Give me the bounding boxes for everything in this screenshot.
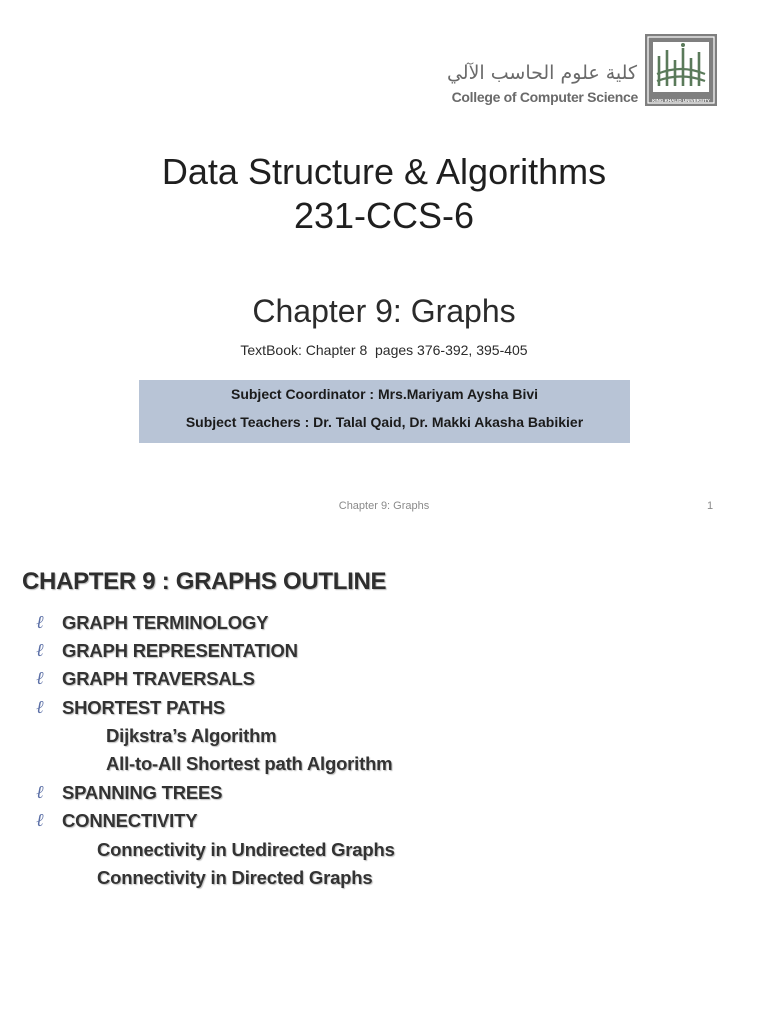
textbook-reference: TextBook: Chapter 8 pages 376-392, 395-405 [240,342,528,358]
outline-item-graph-terminology: GRAPH TERMINOLOGY [62,612,269,633]
outline-subitem-directed: Connectivity in Directed Graphs [97,867,373,888]
ornamental-bullet-icon: ℓ [36,810,44,831]
subject-coordinator: Subject Coordinator : Mrs.Mariyam Aysha Bivi [230,386,539,402]
staff-info-box [139,380,630,443]
subject-teachers: Subject Teachers : Dr. Talal Qaid, Dr. Makki Akasha Babikier [185,414,584,430]
logo-english-text: College of Computer Science [451,89,638,105]
seal-text: KING KHALID UNIVERSITY [652,98,710,103]
university-seal-icon [645,34,717,106]
outline-subitem-all-to-all: All-to-All Shortest path Algorithm [106,753,393,774]
chapter-title: Chapter 9: Graphs [252,293,516,329]
course-title: Data Structure & Algorithms [161,151,607,192]
page-number: 1 [706,500,714,512]
logo-arabic-text: كلية علوم الحاسب الآلي [446,62,637,84]
ornamental-bullet-icon: ℓ [36,640,44,661]
course-code: 231-CCS-6 [293,195,475,236]
outline-slide [0,530,768,1024]
outline-subitem-dijkstra: Dijkstra’s Algorithm [106,725,277,746]
ornamental-bullet-icon: ℓ [36,697,44,718]
college-logo [446,34,717,106]
outline-item-connectivity: CONNECTIVITY [62,810,198,831]
outline-item-shortest-paths: SHORTEST PATHS [62,697,226,718]
slide-footer: Chapter 9: Graphs [338,500,430,512]
ornamental-bullet-icon: ℓ [36,782,44,803]
outline-subitem-undirected: Connectivity in Undirected Graphs [97,839,395,860]
outline-item-spanning-trees: SPANNING TREES [62,782,223,803]
outline-item-graph-representation: GRAPH REPRESENTATION [62,640,298,661]
ornamental-bullet-icon: ℓ [36,612,44,633]
ornamental-bullet-icon: ℓ [36,668,44,689]
outline-item-graph-traversals: GRAPH TRAVERSALS [62,668,255,689]
outline-title: CHAPTER 9 : GRAPHS OUTLINE [22,568,387,595]
